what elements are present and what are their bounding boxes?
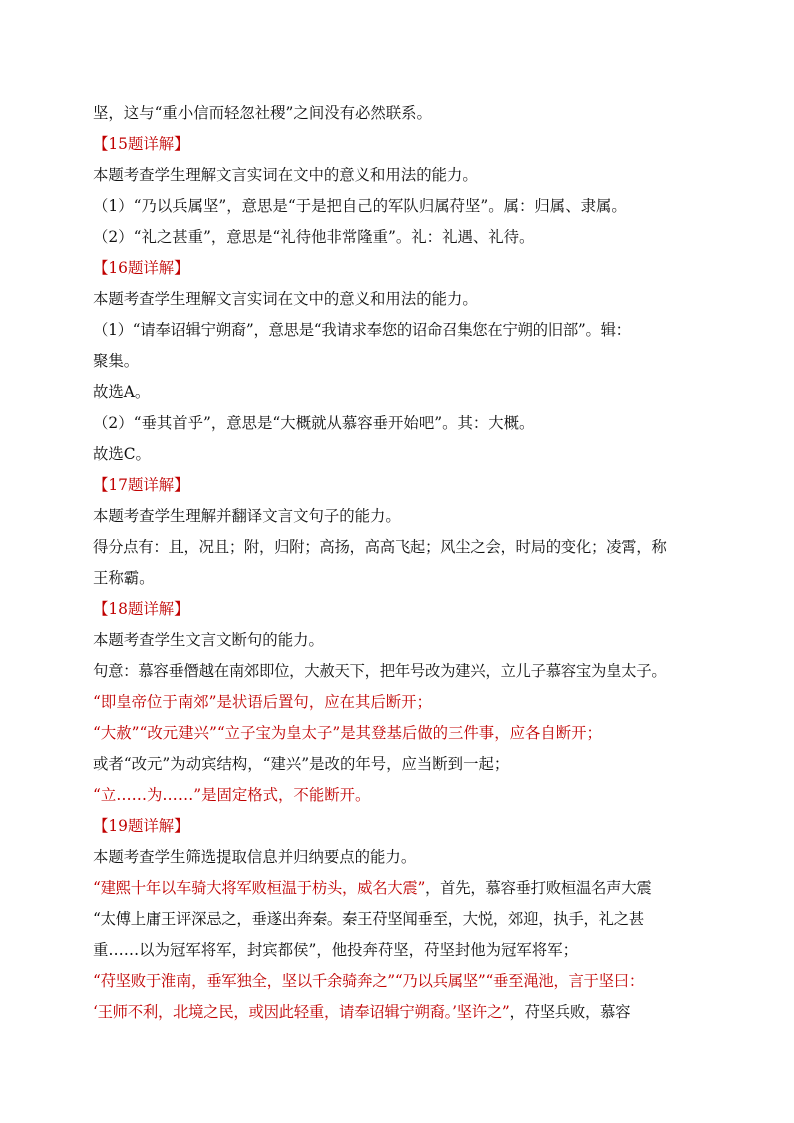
text-line: （2）“垂其首乎”，意思是“大概就从慕容垂开始吧”。其：大概。	[93, 414, 535, 432]
section-heading-15: 【15题详解】	[93, 135, 190, 153]
explanation-text: ，首先，慕容垂打败桓温名声大震	[425, 879, 652, 897]
text-line: （2）“礼之甚重”，意思是“礼待他非常隆重”。礼：礼遇、礼待。	[93, 228, 535, 246]
highlighted-line: “立……为……”是固定格式，不能断开。	[93, 786, 371, 804]
text-line: 得分点有：且，况且；附，归附；高扬，高高飞起；风尘之会，时局的变化；凌霄，称	[93, 538, 667, 556]
text-line: 故选A。	[93, 383, 151, 401]
highlighted-quote: “建熙十年以车骑大将军败桓温于枋头，威名大震”	[93, 879, 426, 897]
mixed-line	[93, 997, 705, 1028]
text-line: 重……以为冠军将军，封宾都侯”，他投奔苻坚，苻坚封他为冠军将军；	[93, 941, 578, 959]
text-line: 本题考查学生理解并翻译文言文句子的能力。	[93, 507, 401, 525]
text-line: 本题考查学生理解文言实词在文中的意义和用法的能力。	[93, 290, 478, 308]
section-heading-17: 【17题详解】	[93, 476, 190, 494]
mixed-line	[93, 873, 705, 904]
section-heading-16: 【16题详解】	[93, 259, 190, 277]
explanation-text: ，苻坚兵败，慕容	[509, 1003, 631, 1021]
text-line: 故选C。	[93, 445, 151, 463]
section-heading-18: 【18题详解】	[93, 600, 190, 618]
highlighted-quote: ‘王师不利，北境之民，或因此轻重，请奉诏辑宁朔裔。’坚许之”	[93, 1003, 510, 1021]
highlighted-line: “即皇帝位于南郊”是状语后置句，应在其后断开；	[93, 693, 432, 711]
section-heading-19: 【19题详解】	[93, 817, 190, 835]
text-line: 或者“改元”为动宾结构，“建兴”是改的年号，应当断到一起；	[93, 755, 510, 773]
highlighted-line: “大赦”“改元建兴”“立子宝为皇太子”是其登基后做的三件事，应各自断开；	[93, 724, 602, 742]
text-line: （1）“乃以兵属坚”，意思是“于是把自己的军队归属苻坚”。属：归属、隶属。	[93, 197, 627, 215]
text-line: 聚集。	[93, 352, 140, 370]
text-line: 句意：慕容垂僭越在南郊即位，大赦天下，把年号改为建兴，立儿子慕容宝为皇太子。	[93, 662, 667, 680]
highlighted-line: “苻坚败于淮南，垂军独全，坚以千余骑奔之”“乃以兵属坚”“垂至渑池，言于坚曰：	[93, 972, 644, 990]
text-line: 王称霸。	[93, 569, 155, 587]
text-line: 本题考查学生文言文断句的能力。	[93, 631, 324, 649]
text-line: 坚，这与“重小信而轻忽社稷”之间没有必然联系。	[93, 104, 432, 122]
document-body	[93, 98, 705, 1028]
text-line: 本题考查学生筛选提取信息并归纳要点的能力。	[93, 848, 417, 866]
text-line: （1）“请奉诏辑宁朔裔”，意思是“我请求奉您的诏命召集您在宁朔的旧部”。辑：	[93, 321, 631, 339]
text-line: 本题考查学生理解文言实词在文中的意义和用法的能力。	[93, 166, 478, 184]
text-line: “太傅上庸王评深忌之，垂遂出奔秦。秦王苻坚闻垂至，大悦，郊迎，执手，礼之甚	[93, 910, 644, 928]
